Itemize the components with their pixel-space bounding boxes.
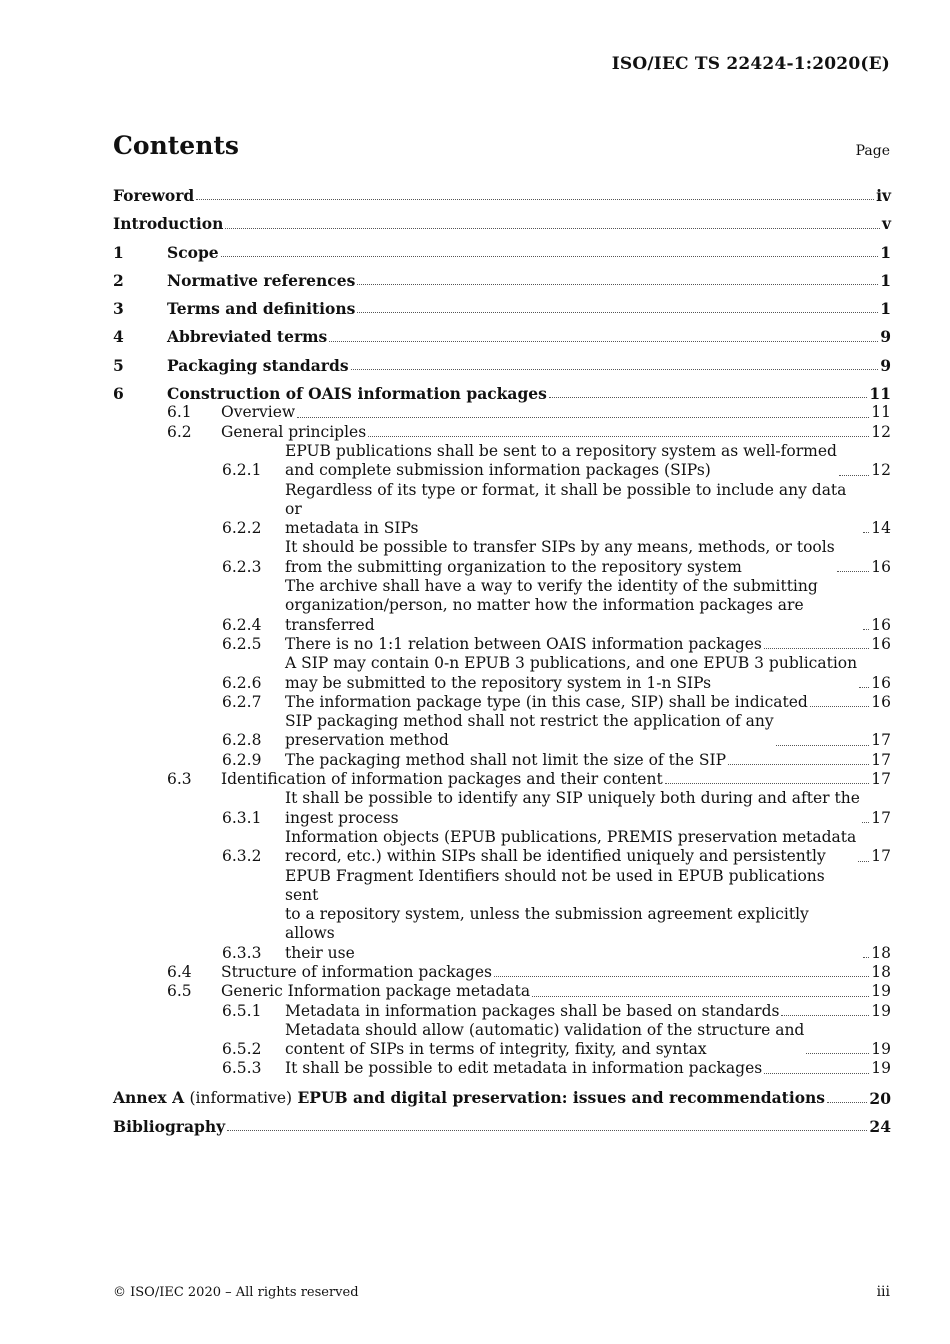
toc-title-line: Metadata should allow (automatic) validation of the structure and xyxy=(285,1020,805,1039)
toc-page: 1 xyxy=(880,299,891,319)
toc-title-line: It shall be possible to identify any SIP uniquely both during and after the xyxy=(285,789,860,808)
toc-number: 2 xyxy=(113,270,124,290)
toc-number: 6.4 xyxy=(167,962,192,981)
toc-title-line: may be submitted to the repository system in 1-n SIPs xyxy=(285,673,712,692)
toc-title: Introduction xyxy=(113,214,224,234)
toc-title: Normative references xyxy=(167,270,356,290)
toc-page: 17 xyxy=(871,808,891,827)
toc-title: General principles xyxy=(221,422,367,441)
toc-title-line: SIP packaging method shall not restrict the application of any xyxy=(285,712,774,731)
toc-page: 1 xyxy=(880,270,891,290)
toc-page: 1 xyxy=(880,242,891,262)
toc-number: 6.5.2 xyxy=(222,1040,262,1059)
toc-entry-foreword[interactable] xyxy=(113,186,891,205)
toc-number: 6.2.8 xyxy=(222,731,262,750)
toc-entry-5[interactable] xyxy=(113,356,891,375)
toc-title: Terms and definitions xyxy=(167,299,356,319)
toc-title-line: ingest process xyxy=(285,808,399,827)
toc-page: 19 xyxy=(871,1040,891,1059)
toc-page: 19 xyxy=(871,1001,891,1020)
toc-number: 6.2.5 xyxy=(222,634,262,653)
annex-informative: (informative) xyxy=(189,1088,293,1107)
toc-number: 6.2.3 xyxy=(222,557,262,576)
toc-page: 16 xyxy=(871,692,891,711)
toc-entry-3[interactable] xyxy=(113,299,891,318)
toc-entry-annex-a[interactable] xyxy=(113,1088,891,1108)
toc-number: 6.5 xyxy=(167,982,192,1001)
toc-page: 17 xyxy=(871,750,891,769)
toc-number: 6.3 xyxy=(167,770,192,789)
toc-number: 6.2.9 xyxy=(222,750,262,769)
document-id: ISO/IEC TS 22424-1:2020(E) xyxy=(611,54,890,74)
toc-number: 3 xyxy=(113,299,124,319)
footer-copyright: © ISO/IEC 2020 – All rights reserved xyxy=(113,1285,359,1300)
toc-page: 9 xyxy=(880,327,891,347)
toc-page: iv xyxy=(876,186,891,205)
toc-title-line: to a repository system, unless the submission agreement explicitly allows xyxy=(285,905,809,943)
toc-entry-6-3-3[interactable] xyxy=(113,867,891,963)
toc-number: 6.3.1 xyxy=(222,808,262,827)
toc-page: 20 xyxy=(869,1088,891,1108)
toc-entry-6-3-2[interactable] xyxy=(113,828,891,867)
toc-title: Foreword xyxy=(113,186,195,205)
toc-page: 11 xyxy=(871,403,891,422)
toc-page: 11 xyxy=(869,384,891,404)
toc-title-line: EPUB publications shall be sent to a repository system as well-formed xyxy=(285,441,837,460)
toc-title: Generic Information package metadata xyxy=(221,982,531,1001)
toc-page: 16 xyxy=(871,634,891,653)
toc-number: 6.2.7 xyxy=(222,692,262,711)
toc-page: 19 xyxy=(871,1059,891,1078)
toc-page: 17 xyxy=(871,847,891,866)
toc-title: Construction of OAIS information packages xyxy=(167,384,547,404)
toc-entry-6-5[interactable] xyxy=(113,982,891,1001)
toc-entry-introduction[interactable] xyxy=(113,214,891,233)
toc-page: 12 xyxy=(871,422,891,441)
toc-number: 6.2.4 xyxy=(222,615,262,634)
toc-title: Identification of information packages and their content xyxy=(221,770,663,789)
toc-page: v xyxy=(881,214,891,234)
toc-entry-6-2-5[interactable] xyxy=(113,635,891,654)
toc-title: Scope xyxy=(167,242,219,262)
toc-page: 18 xyxy=(871,943,891,962)
toc-entry-6-2-3[interactable] xyxy=(113,538,891,577)
toc-page: 14 xyxy=(871,519,891,538)
toc-page: 17 xyxy=(871,770,891,789)
toc-entry-6-2-1[interactable] xyxy=(113,442,891,481)
toc-title-line: The archive shall have a way to verify the identity of the submitting xyxy=(285,577,818,596)
toc-title: It shall be possible to edit metadata in information packages xyxy=(285,1059,763,1078)
toc-title: There is no 1:1 relation between OAIS information packages xyxy=(285,634,762,653)
table-of-contents xyxy=(113,186,891,1136)
page-title: Contents xyxy=(113,131,240,160)
toc-page: 12 xyxy=(871,461,891,480)
toc-number: 6.2.6 xyxy=(222,673,262,692)
toc-page: 17 xyxy=(871,731,891,750)
toc-number: 4 xyxy=(113,327,124,347)
toc-page: 18 xyxy=(871,962,891,981)
toc-entry-6-3-1[interactable] xyxy=(113,789,891,828)
toc-entry-4[interactable] xyxy=(113,327,891,346)
toc-entry-6-5-3[interactable] xyxy=(113,1059,891,1078)
toc-title: EPUB and digital preservation: issues and recommendations xyxy=(297,1087,826,1107)
toc-entry-6-2-7[interactable] xyxy=(113,693,891,712)
toc-title-line: Information objects (EPUB publications, PREMIS preservation metadata xyxy=(285,827,857,846)
toc-title-line: organization/person, no matter how the information packages are transferred xyxy=(285,596,804,634)
toc-title: Abbreviated terms xyxy=(167,327,328,347)
toc-number: 6.2 xyxy=(167,422,192,441)
annex-label: Annex A xyxy=(113,1087,185,1107)
toc-title: Packaging standards xyxy=(167,355,349,375)
toc-number: 6.1 xyxy=(167,403,192,422)
toc-entry-6-5-2[interactable] xyxy=(113,1021,891,1060)
toc-entry-6[interactable] xyxy=(113,384,891,403)
toc-page: 16 xyxy=(871,615,891,634)
toc-title: Bibliography xyxy=(113,1117,226,1137)
toc-entry-6-2-9[interactable] xyxy=(113,751,891,770)
toc-title: The packaging method shall not limit the size of the SIP xyxy=(285,750,727,769)
toc-entry-6-3[interactable] xyxy=(113,770,891,789)
toc-entry-6-2-6[interactable] xyxy=(113,654,891,693)
toc-number: 1 xyxy=(113,242,124,262)
toc-number: 6 xyxy=(113,384,124,404)
toc-number: 6.2.2 xyxy=(222,519,262,538)
toc-title: The information package type (in this case, SIP) shall be indicated xyxy=(285,692,808,711)
toc-title-line: content of SIPs in terms of integrity, fixity, and syntax xyxy=(285,1040,707,1059)
toc-number: 6.2.1 xyxy=(222,461,262,480)
toc-entry-bibliography[interactable] xyxy=(113,1117,891,1136)
toc-title-line: preservation method xyxy=(285,731,449,750)
toc-title: Overview xyxy=(221,403,296,422)
toc-title-line: record, etc.) within SIPs shall be identified uniquely and persistently xyxy=(285,847,826,866)
toc-title-line: their use xyxy=(285,943,355,962)
toc-number: 6.5.3 xyxy=(222,1059,262,1078)
toc-title-line: Regardless of its type or format, it shall be possible to include any data or xyxy=(285,480,847,518)
toc-number: 5 xyxy=(113,355,124,375)
toc-entry-6-2-2[interactable] xyxy=(113,481,891,539)
toc-title: Metadata in information packages shall be based on standards xyxy=(285,1001,780,1020)
toc-number: 6.3.3 xyxy=(222,943,262,962)
toc-page: 24 xyxy=(869,1117,891,1137)
toc-entry-6-2[interactable] xyxy=(113,423,891,442)
toc-page: 16 xyxy=(871,673,891,692)
toc-page: 19 xyxy=(871,982,891,1001)
toc-title-line: and complete submission information packages (SIPs) xyxy=(285,461,711,480)
toc-entry-2[interactable] xyxy=(113,271,891,290)
toc-number: 6.5.1 xyxy=(222,1001,262,1020)
footer-page-number: iii xyxy=(876,1284,890,1300)
toc-entry-6-1[interactable] xyxy=(113,403,891,422)
toc-title-line: It should be possible to transfer SIPs by any means, methods, or tools xyxy=(285,538,835,557)
toc-entry-6-4[interactable] xyxy=(113,963,891,982)
toc-page: 9 xyxy=(880,355,891,375)
toc-title-line: metadata in SIPs xyxy=(285,519,419,538)
toc-page: 16 xyxy=(871,557,891,576)
toc-entry-6-5-1[interactable] xyxy=(113,1002,891,1021)
toc-title: Structure of information packages xyxy=(221,962,492,981)
toc-entry-6-2-4[interactable] xyxy=(113,577,891,635)
toc-number: 6.3.2 xyxy=(222,847,262,866)
toc-title-line: from the submitting organization to the repository system xyxy=(285,557,742,576)
toc-entry-6-2-8[interactable] xyxy=(113,712,891,751)
toc-title-line: EPUB Fragment Identifiers should not be used in EPUB publications sent xyxy=(285,866,825,904)
page-column-label: Page xyxy=(855,143,890,159)
toc-title-line: A SIP may contain 0-n EPUB 3 publications, and one EPUB 3 publication xyxy=(285,654,858,673)
toc-entry-1[interactable] xyxy=(113,243,891,262)
